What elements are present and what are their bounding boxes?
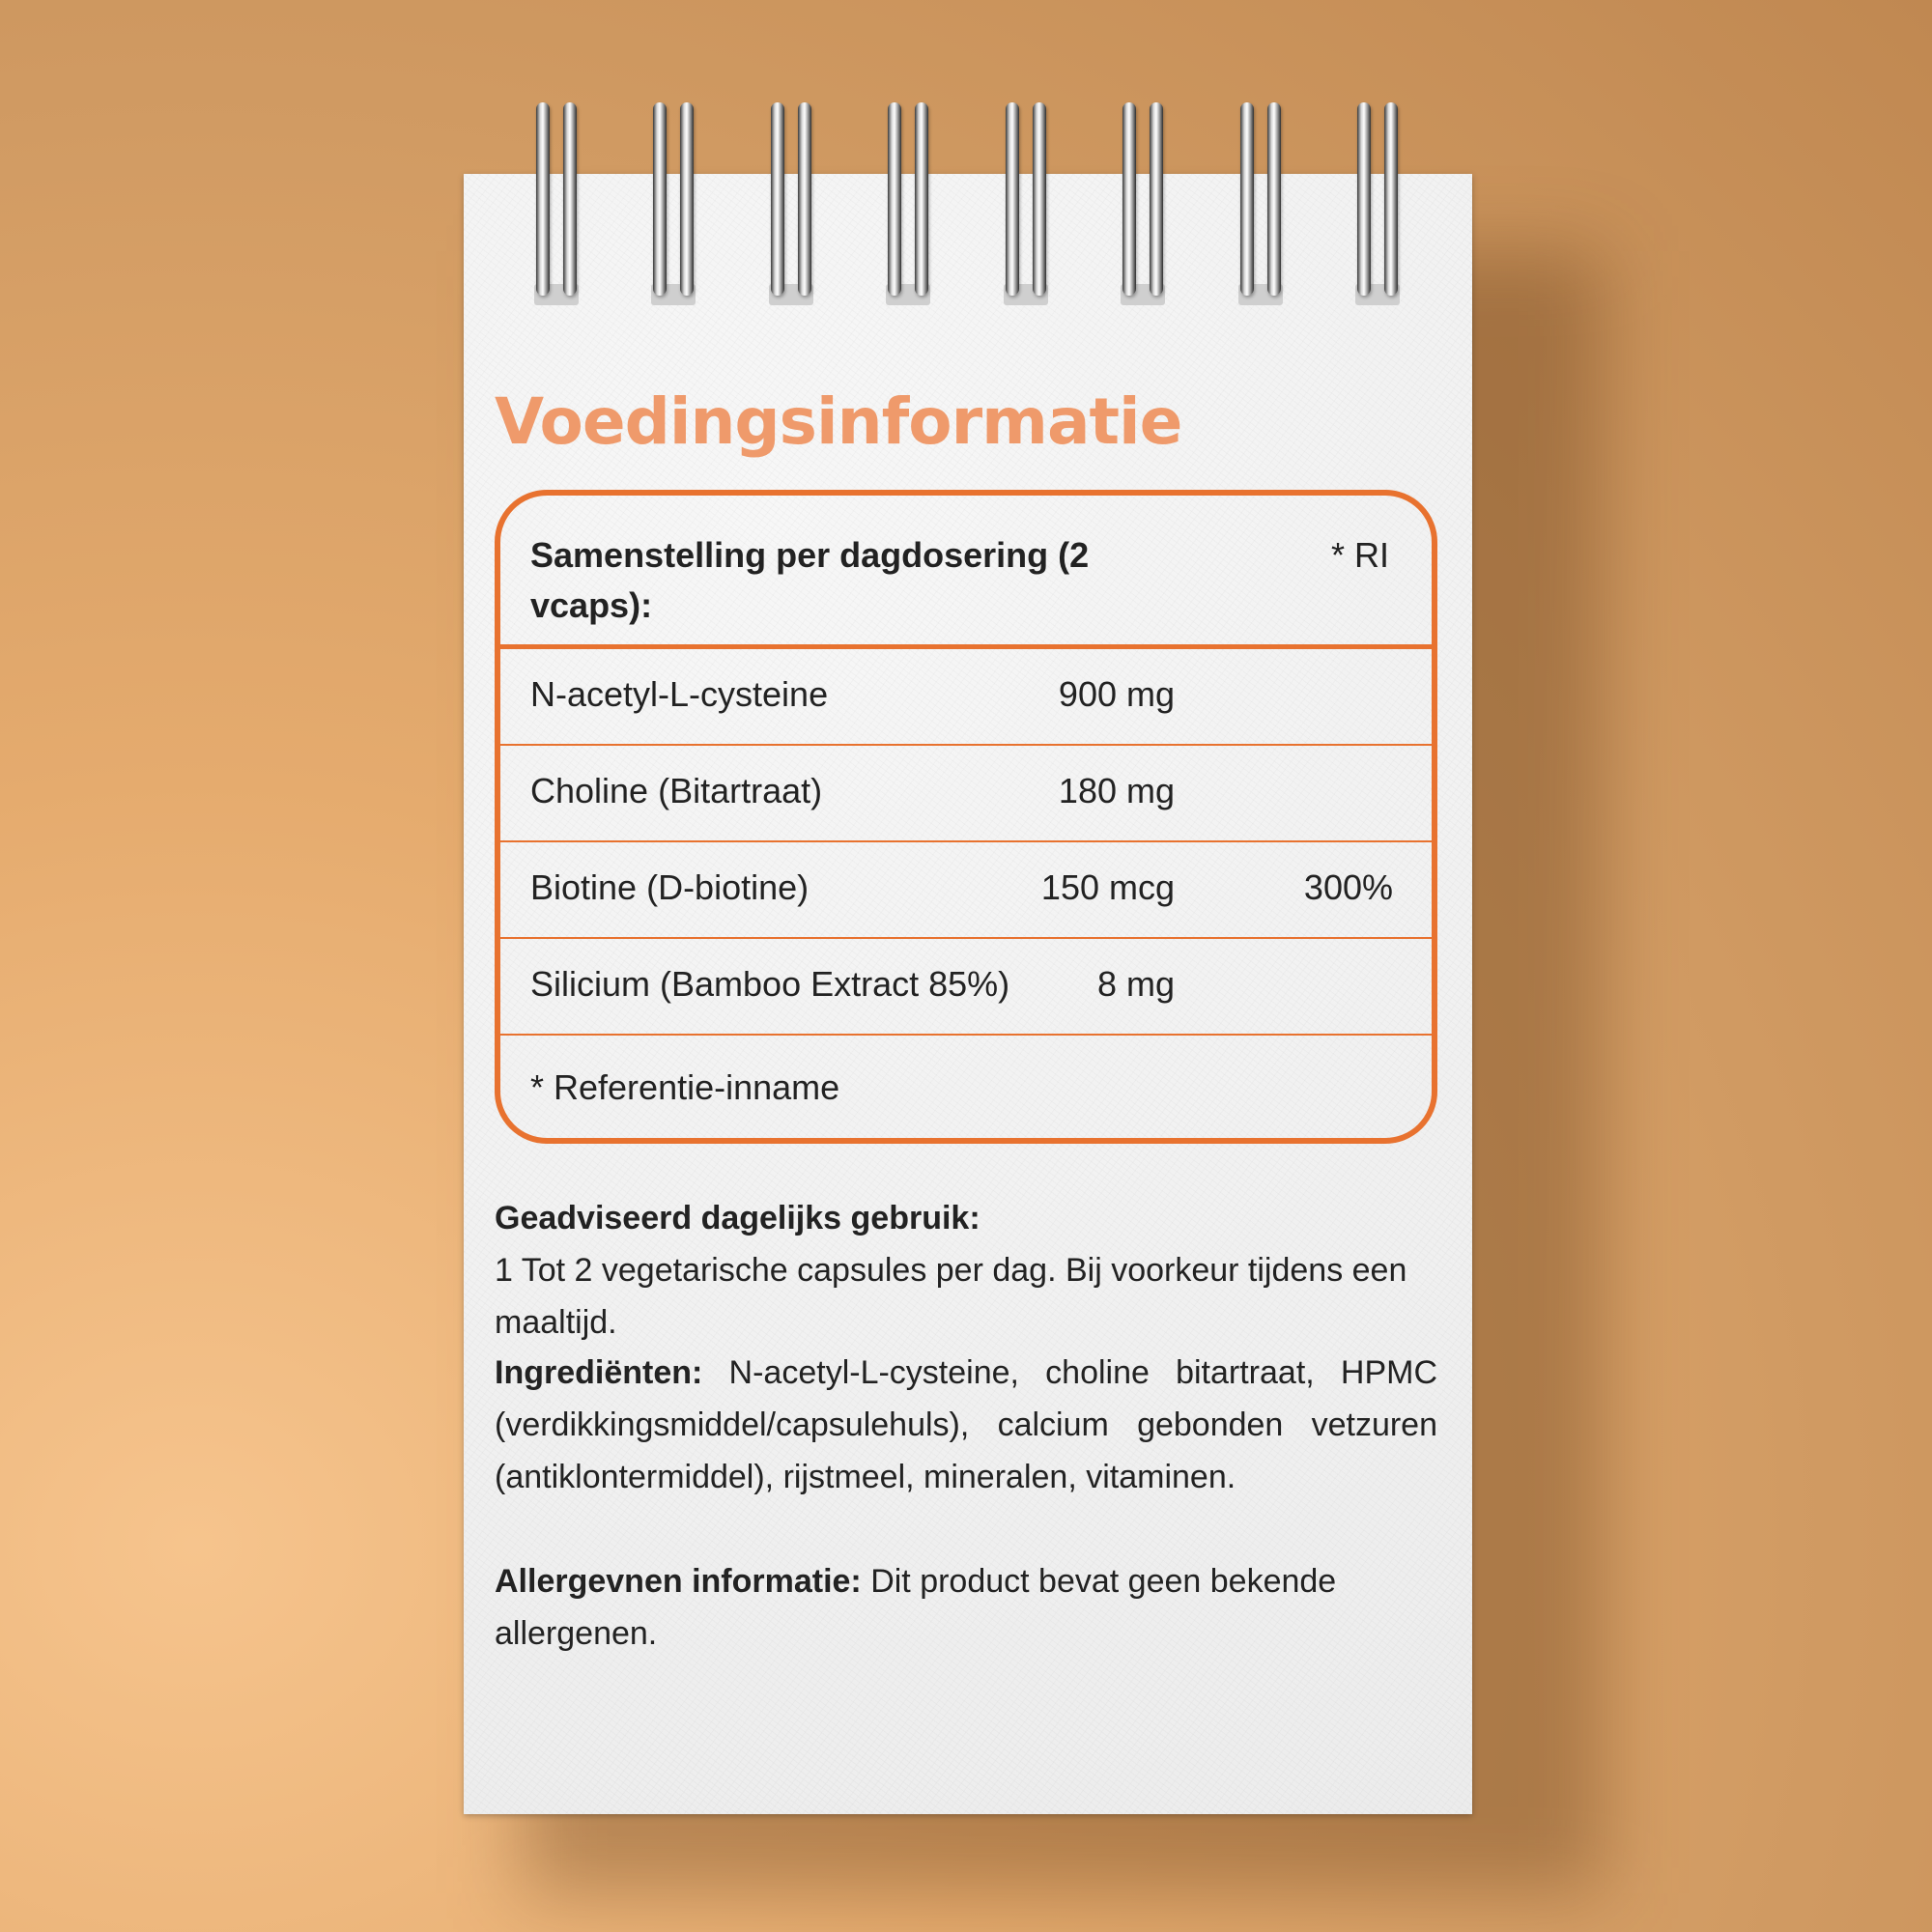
nutrient-name: Silicium (Bamboo Extract 85%) xyxy=(530,964,1010,1004)
page-title: Voedingsinformatie xyxy=(495,384,1182,459)
nutrient-ri: 300% xyxy=(1303,867,1393,907)
nutrition-table-header xyxy=(500,496,1432,649)
table-row xyxy=(500,746,1432,842)
ri-column-label: * RI xyxy=(1330,535,1389,575)
usage-text: 1 Tot 2 vegetarische capsules per dag. Bij voorkeur tijdens een maaltijd. xyxy=(495,1252,1407,1341)
allergens-text: Dit product bevat geen bekende allergenen. xyxy=(495,1563,1337,1652)
ingredients-text: N-acetyl-L-cysteine, choline bitartraat, HPMC (verdikkingsmiddel/capsulehuls), calcium gebonden vetzuren (antiklontermiddel), rijstmeel, mineralen, vitaminen. xyxy=(495,1354,1438,1495)
composition-label: Samenstelling per dagdosering (2 vcaps): xyxy=(530,535,1090,625)
nutrition-table xyxy=(495,490,1437,1144)
spiral-ring xyxy=(645,102,701,305)
ri-footnote: * Referentie-inname xyxy=(530,1067,840,1107)
table-row xyxy=(500,842,1432,939)
spiral-ring xyxy=(1233,102,1289,305)
spiral-ring xyxy=(880,102,936,305)
spiral-ring xyxy=(528,102,584,305)
table-row xyxy=(500,939,1432,1036)
allergens-heading: Allergevnen informatie: xyxy=(495,1563,862,1600)
usage-heading: Geadviseerd dagelijks gebruik: xyxy=(495,1200,980,1236)
spiral-ring xyxy=(1350,102,1406,305)
spiral-ring xyxy=(998,102,1054,305)
nutrient-amount: 900 mg xyxy=(1058,674,1175,714)
table-row xyxy=(500,649,1432,746)
nutrient-amount: 8 mg xyxy=(1096,964,1175,1004)
nutrient-amount: 150 mcg xyxy=(1040,867,1175,907)
spiral-ring xyxy=(1115,102,1171,305)
nutrient-name: N-acetyl-L-cysteine xyxy=(530,674,829,714)
nutrient-amount: 180 mg xyxy=(1058,771,1175,810)
ingredients-section xyxy=(495,1347,1437,1503)
nutrient-name: Biotine (D-biotine) xyxy=(530,867,810,907)
allergens-section xyxy=(495,1555,1437,1660)
nutrient-name: Choline (Bitartraat) xyxy=(530,771,823,810)
ingredients-heading: Ingrediënten: xyxy=(495,1354,703,1391)
usage-section xyxy=(495,1192,1437,1349)
spiral-ring xyxy=(763,102,819,305)
